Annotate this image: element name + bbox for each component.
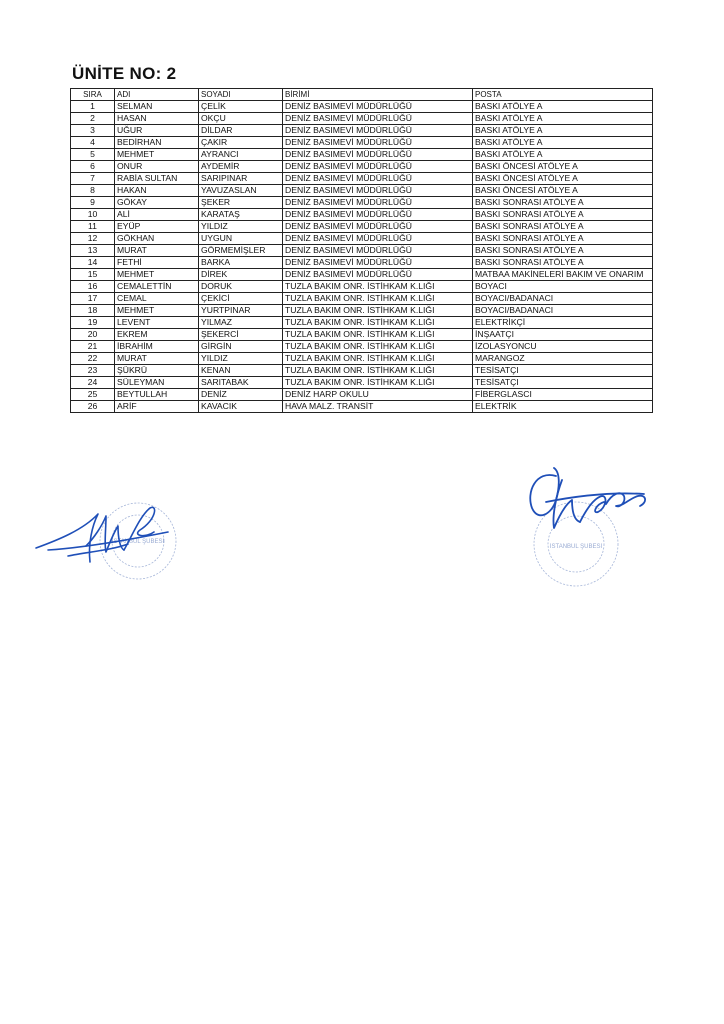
cell-soyadi: KARATAŞ (199, 209, 283, 221)
cell-sira: 14 (71, 257, 115, 269)
cell-adi: İBRAHİM (115, 341, 199, 353)
cell-adi: ARİF (115, 401, 199, 413)
cell-birimi: DENİZ BASIMEVİ MÜDÜRLÜĞÜ (283, 137, 473, 149)
cell-soyadi: KAVACIK (199, 401, 283, 413)
cell-birimi: DENİZ BASIMEVİ MÜDÜRLÜĞÜ (283, 197, 473, 209)
cell-sira: 19 (71, 317, 115, 329)
cell-birimi: DENİZ BASIMEVİ MÜDÜRLÜĞÜ (283, 221, 473, 233)
cell-sira: 23 (71, 365, 115, 377)
cell-birimi: TUZLA BAKIM ONR. İSTİHKAM K.LIĞI (283, 293, 473, 305)
cell-sira: 10 (71, 209, 115, 221)
table-row (71, 245, 653, 257)
cell-birimi: TUZLA BAKIM ONR. İSTİHKAM K.LIĞI (283, 317, 473, 329)
cell-adi: ONUR (115, 161, 199, 173)
cell-birimi: DENİZ BASIMEVİ MÜDÜRLÜĞÜ (283, 209, 473, 221)
cell-birimi: DENİZ BASIMEVİ MÜDÜRLÜĞÜ (283, 161, 473, 173)
cell-adi: ALİ (115, 209, 199, 221)
cell-sira: 4 (71, 137, 115, 149)
cell-soyadi: SARIPINAR (199, 173, 283, 185)
cell-posta: MARANGOZ (473, 353, 653, 365)
table-row (71, 233, 653, 245)
cell-birimi: TUZLA BAKIM ONR. İSTİHKAM K.LIĞI (283, 341, 473, 353)
cell-posta: TESİSATÇI (473, 377, 653, 389)
table-row (71, 269, 653, 281)
table-header-row (71, 89, 653, 101)
right-signature-stamp (516, 456, 666, 596)
table-row (71, 389, 653, 401)
cell-posta: BASKI ATÖLYE A (473, 137, 653, 149)
cell-posta: BASKI ATÖLYE A (473, 113, 653, 125)
cell-sira: 8 (71, 185, 115, 197)
cell-adi: EYÜP (115, 221, 199, 233)
cell-posta: BASKI SONRASI ATÖLYE A (473, 233, 653, 245)
cell-sira: 1 (71, 101, 115, 113)
cell-posta: BOYACI (473, 281, 653, 293)
cell-posta: BASKI ÖNCESİ ATÖLYE A (473, 173, 653, 185)
cell-posta: BASKI SONRASI ATÖLYE A (473, 209, 653, 221)
cell-sira: 7 (71, 173, 115, 185)
table-row (71, 401, 653, 413)
cell-soyadi: ŞEKERCİ (199, 329, 283, 341)
cell-posta: ELEKTRİK (473, 401, 653, 413)
cell-posta: İZOLASYONCU (473, 341, 653, 353)
cell-soyadi: DİLDAR (199, 125, 283, 137)
header-sira: SIRA (71, 89, 115, 101)
cell-sira: 12 (71, 233, 115, 245)
cell-birimi: TUZLA BAKIM ONR. İSTİHKAM K.LIĞI (283, 365, 473, 377)
cell-sira: 15 (71, 269, 115, 281)
cell-soyadi: ŞEKER (199, 197, 283, 209)
cell-adi: BEYTULLAH (115, 389, 199, 401)
table-row (71, 113, 653, 125)
cell-posta: BASKI ÖNCESİ ATÖLYE A (473, 185, 653, 197)
table-row (71, 353, 653, 365)
table-row (71, 341, 653, 353)
right-stamp-text: İSTANBUL ŞUBESİ (549, 544, 603, 550)
table-row (71, 281, 653, 293)
cell-birimi: DENİZ BASIMEVİ MÜDÜRLÜĞÜ (283, 257, 473, 269)
cell-adi: SELMAN (115, 101, 199, 113)
table-row (71, 305, 653, 317)
cell-sira: 17 (71, 293, 115, 305)
cell-soyadi: BARKA (199, 257, 283, 269)
cell-sira: 11 (71, 221, 115, 233)
cell-adi: CEMALETTİN (115, 281, 199, 293)
cell-sira: 13 (71, 245, 115, 257)
cell-posta: BASKI ATÖLYE A (473, 149, 653, 161)
cell-birimi: DENİZ BASIMEVİ MÜDÜRLÜĞÜ (283, 113, 473, 125)
cell-birimi: DENİZ BASIMEVİ MÜDÜRLÜĞÜ (283, 245, 473, 257)
cell-posta: BASKI ATÖLYE A (473, 125, 653, 137)
cell-posta: TESİSATÇI (473, 365, 653, 377)
cell-posta: FİBERGLASCI (473, 389, 653, 401)
cell-adi: GÖKAY (115, 197, 199, 209)
cell-birimi: DENİZ BASIMEVİ MÜDÜRLÜĞÜ (283, 125, 473, 137)
cell-posta: BASKI SONRASI ATÖLYE A (473, 221, 653, 233)
cell-soyadi: GİRGİN (199, 341, 283, 353)
table-row (71, 197, 653, 209)
cell-soyadi: SARITABAK (199, 377, 283, 389)
cell-adi: MEHMET (115, 269, 199, 281)
table-row (71, 185, 653, 197)
header-adi: ADI (115, 89, 199, 101)
left-signature-stamp (28, 486, 198, 596)
cell-posta: İNŞAATÇI (473, 329, 653, 341)
header-birimi: BİRİMİ (283, 89, 473, 101)
cell-adi: CEMAL (115, 293, 199, 305)
cell-adi: SÜLEYMAN (115, 377, 199, 389)
cell-birimi: DENİZ BASIMEVİ MÜDÜRLÜĞÜ (283, 269, 473, 281)
cell-adi: GÖKHAN (115, 233, 199, 245)
cell-posta: BASKI SONRASI ATÖLYE A (473, 197, 653, 209)
table-row (71, 377, 653, 389)
cell-adi: MURAT (115, 245, 199, 257)
cell-adi: HAKAN (115, 185, 199, 197)
cell-soyadi: AYDEMİR (199, 161, 283, 173)
cell-adi: RABİA SULTAN (115, 173, 199, 185)
cell-posta: MATBAA MAKİNELERİ BAKIM VE ONARIM (473, 269, 653, 281)
cell-soyadi: AYRANCI (199, 149, 283, 161)
table-row (71, 317, 653, 329)
cell-soyadi: YAVUZASLAN (199, 185, 283, 197)
cell-adi: EKREM (115, 329, 199, 341)
table-row (71, 173, 653, 185)
cell-sira: 22 (71, 353, 115, 365)
cell-soyadi: ÇEKİCİ (199, 293, 283, 305)
table-row (71, 209, 653, 221)
cell-posta: BASKI SONRASI ATÖLYE A (473, 245, 653, 257)
table-row (71, 125, 653, 137)
cell-soyadi: YILMAZ (199, 317, 283, 329)
cell-birimi: DENİZ BASIMEVİ MÜDÜRLÜĞÜ (283, 233, 473, 245)
cell-birimi: TUZLA BAKIM ONR. İSTİHKAM K.LIĞI (283, 377, 473, 389)
cell-posta: ELEKTRİKÇİ (473, 317, 653, 329)
table-row (71, 293, 653, 305)
table-row (71, 329, 653, 341)
cell-soyadi: DORUK (199, 281, 283, 293)
cell-birimi: TUZLA BAKIM ONR. İSTİHKAM K.LIĞI (283, 353, 473, 365)
cell-sira: 25 (71, 389, 115, 401)
table-row (71, 365, 653, 377)
cell-birimi: TUZLA BAKIM ONR. İSTİHKAM K.LIĞI (283, 281, 473, 293)
cell-adi: ŞÜKRÜ (115, 365, 199, 377)
cell-birimi: DENİZ BASIMEVİ MÜDÜRLÜĞÜ (283, 185, 473, 197)
cell-soyadi: OKÇU (199, 113, 283, 125)
cell-adi: BEDİRHAN (115, 137, 199, 149)
cell-adi: HASAN (115, 113, 199, 125)
cell-birimi: DENİZ BASIMEVİ MÜDÜRLÜĞÜ (283, 173, 473, 185)
cell-soyadi: GÖRMEMİŞLER (199, 245, 283, 257)
cell-birimi: DENİZ HARP OKULU (283, 389, 473, 401)
cell-soyadi: DENİZ (199, 389, 283, 401)
cell-soyadi: ÇELİK (199, 101, 283, 113)
cell-birimi: HAVA MALZ. TRANSİT (283, 401, 473, 413)
cell-sira: 26 (71, 401, 115, 413)
cell-sira: 16 (71, 281, 115, 293)
table-row (71, 149, 653, 161)
cell-birimi: DENİZ BASIMEVİ MÜDÜRLÜĞÜ (283, 149, 473, 161)
cell-sira: 20 (71, 329, 115, 341)
cell-sira: 5 (71, 149, 115, 161)
table-body (71, 101, 653, 413)
cell-sira: 21 (71, 341, 115, 353)
cell-posta: BASKI ATÖLYE A (473, 101, 653, 113)
header-posta: POSTA (473, 89, 653, 101)
cell-posta: BOYACI/BADANACI (473, 293, 653, 305)
cell-adi: UĞUR (115, 125, 199, 137)
cell-adi: FETHİ (115, 257, 199, 269)
cell-sira: 3 (71, 125, 115, 137)
roster-table (70, 88, 653, 413)
cell-soyadi: YILDIZ (199, 221, 283, 233)
cell-birimi: TUZLA BAKIM ONR. İSTİHKAM K.LIĞI (283, 329, 473, 341)
cell-sira: 9 (71, 197, 115, 209)
table-row (71, 101, 653, 113)
right-signature-ink (530, 468, 645, 528)
cell-soyadi: UYGUN (199, 233, 283, 245)
cell-birimi: DENİZ BASIMEVİ MÜDÜRLÜĞÜ (283, 101, 473, 113)
cell-soyadi: ÇAKIR (199, 137, 283, 149)
page-title: ÜNİTE NO: 2 (72, 64, 177, 83)
table-row (71, 137, 653, 149)
cell-sira: 6 (71, 161, 115, 173)
cell-sira: 18 (71, 305, 115, 317)
cell-soyadi: YILDIZ (199, 353, 283, 365)
header-soyadi: SOYADI (199, 89, 283, 101)
cell-adi: LEVENT (115, 317, 199, 329)
cell-adi: MURAT (115, 353, 199, 365)
table-row (71, 161, 653, 173)
table-row (71, 221, 653, 233)
cell-adi: MEHMET (115, 149, 199, 161)
cell-soyadi: DİREK (199, 269, 283, 281)
cell-sira: 24 (71, 377, 115, 389)
table-row (71, 257, 653, 269)
cell-soyadi: KENAN (199, 365, 283, 377)
cell-posta: BASKI SONRASI ATÖLYE A (473, 257, 653, 269)
cell-adi: MEHMET (115, 305, 199, 317)
left-stamp-text: İSTANBUL ŞUBESİ (111, 539, 165, 545)
cell-posta: BASKI ÖNCESİ ATÖLYE A (473, 161, 653, 173)
cell-posta: BOYACI/BADANACI (473, 305, 653, 317)
cell-sira: 2 (71, 113, 115, 125)
cell-soyadi: YURTPINAR (199, 305, 283, 317)
cell-birimi: TUZLA BAKIM ONR. İSTİHKAM K.LIĞI (283, 305, 473, 317)
